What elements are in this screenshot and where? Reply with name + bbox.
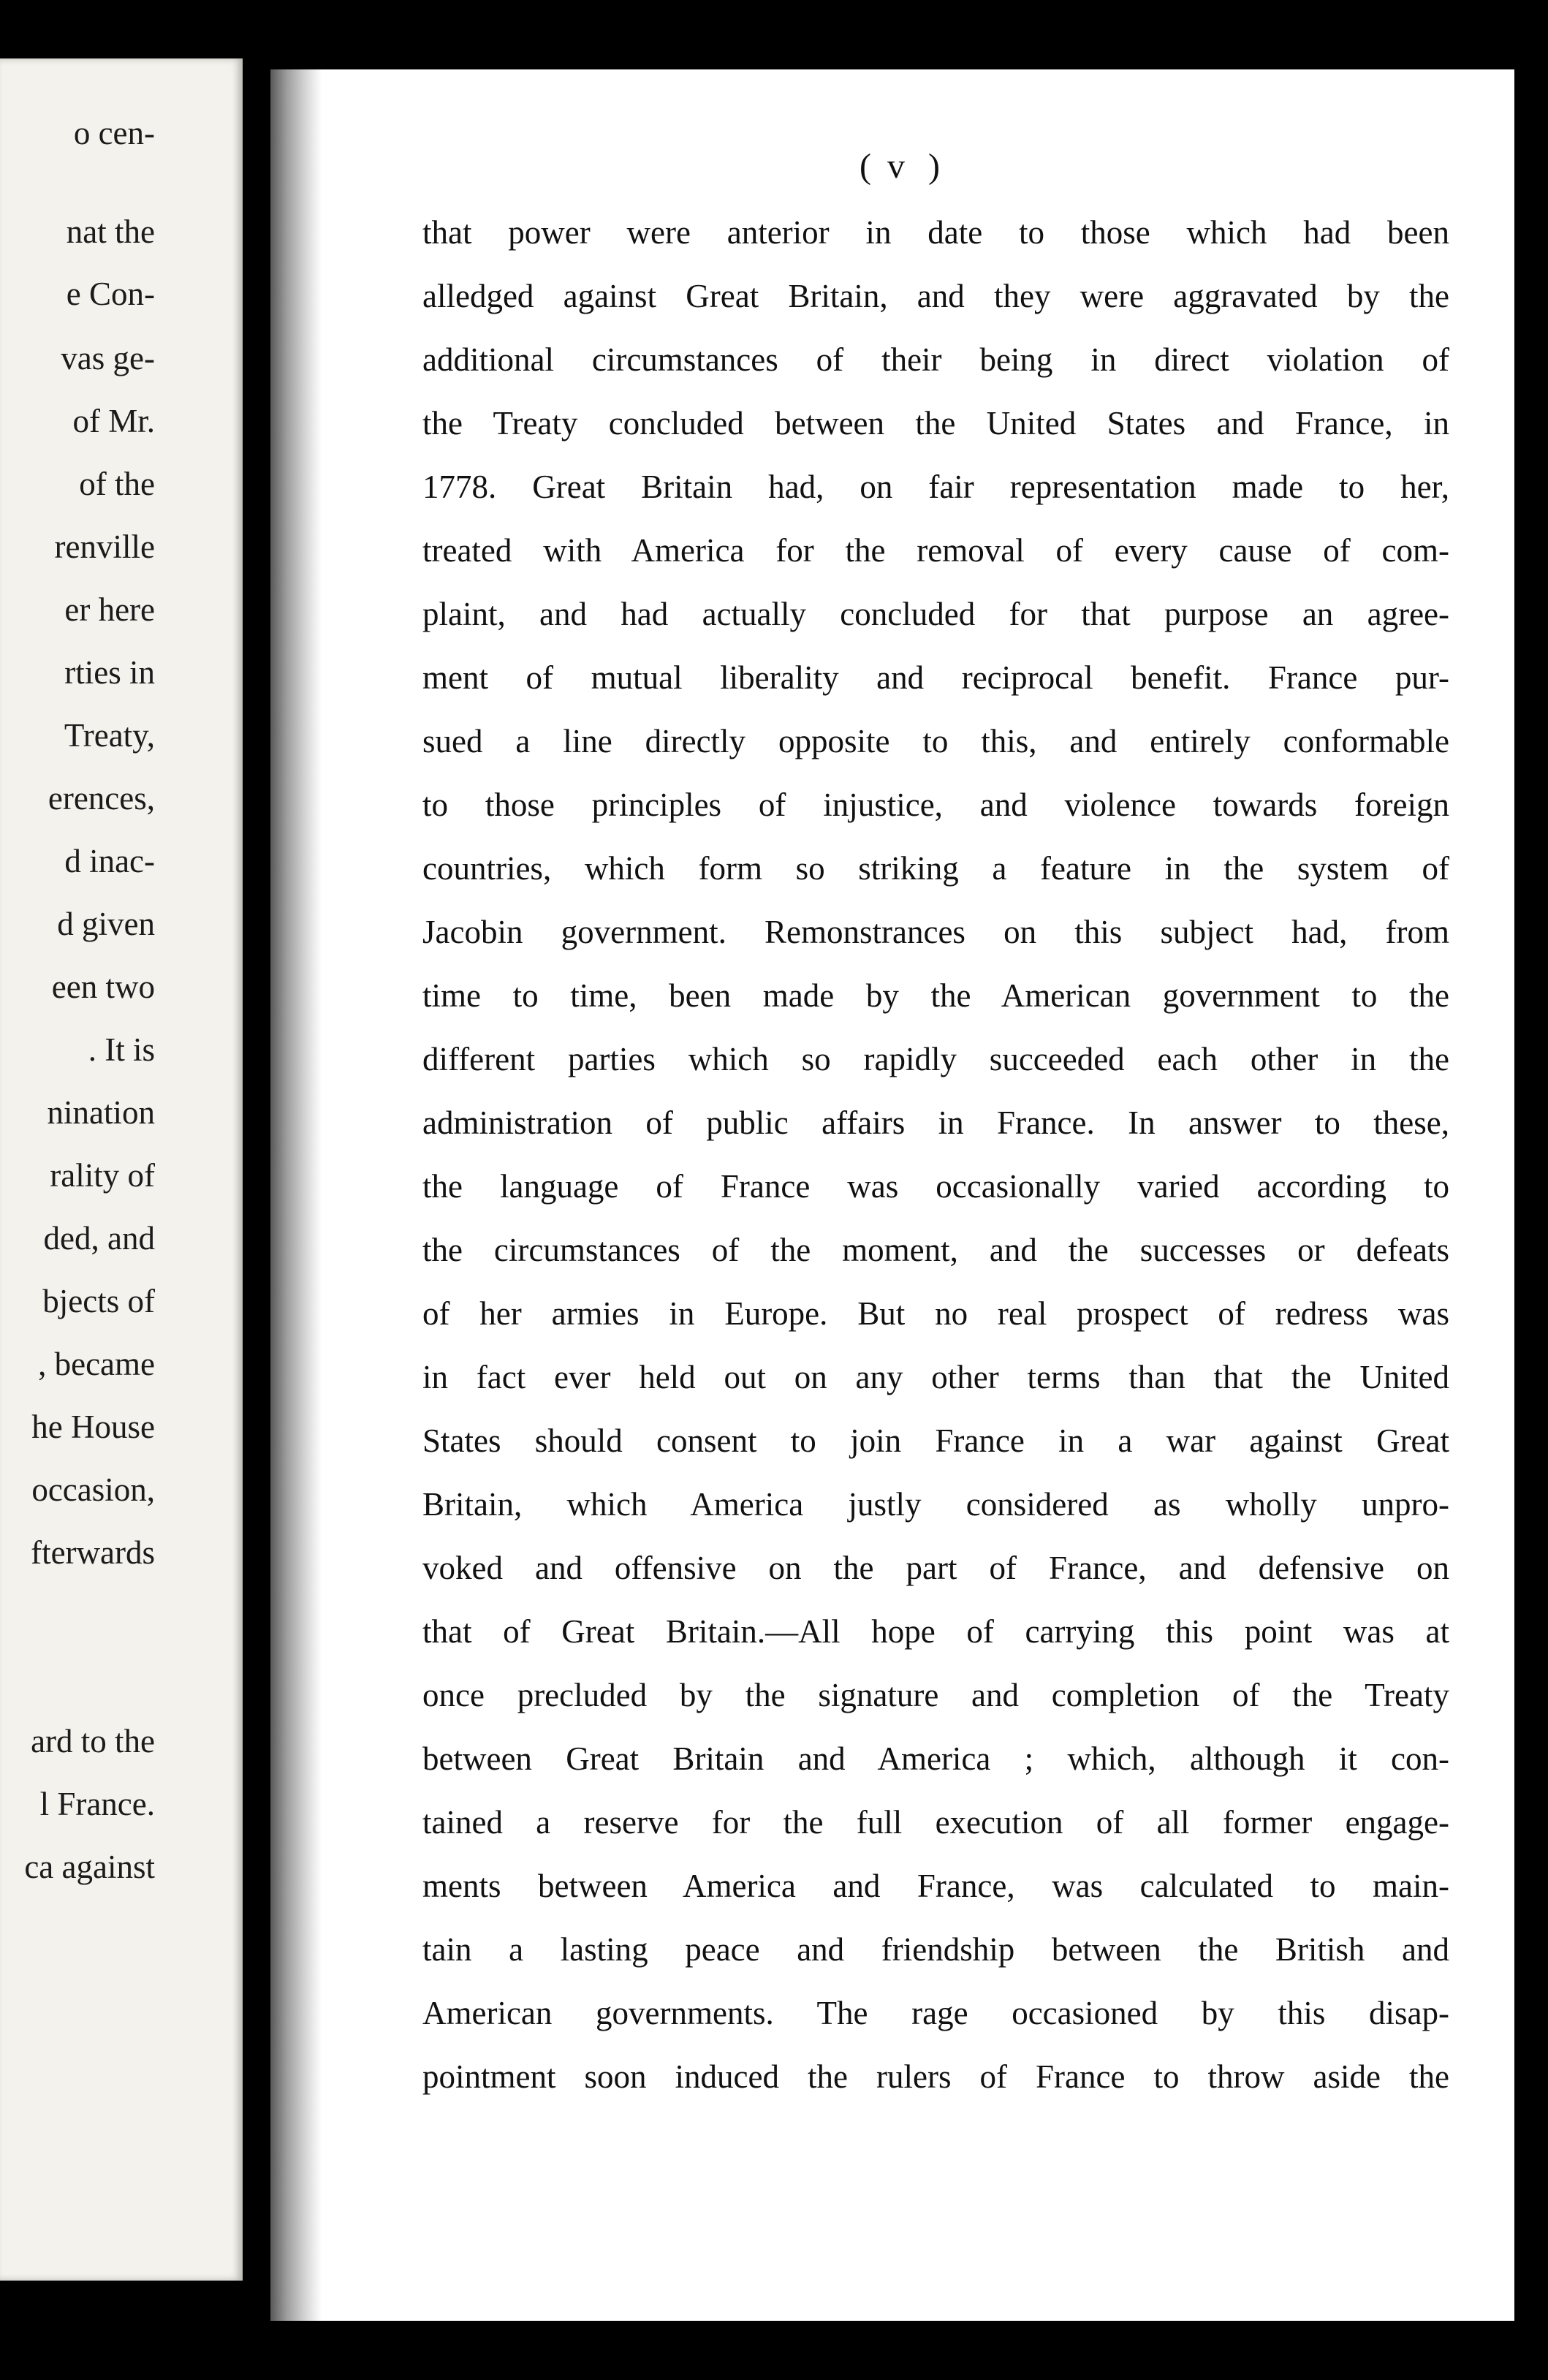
facing-page-left [0,58,243,2281]
text-line: time to time, been made by the American government to the [422,977,1449,1014]
facing-page-line: er here [64,591,155,628]
facing-page-line: . It is [88,1031,155,1068]
text-line: that power were anterior in date to those which had been [422,214,1449,251]
text-line: tained a reserve for the full execution of all former engage- [422,1804,1449,1841]
text-line: in fact ever held out on any other terms than that the United [422,1359,1449,1395]
body-text [422,201,1449,2109]
page-number-open-paren: ( [860,147,871,186]
facing-page-line: d given [57,906,155,942]
page-gutter-shadow [270,69,322,2321]
text-line: once precluded by the signature and completion of the Treaty [422,1677,1449,1713]
text-line: Britain, which America justly considered as wholly unpro- [422,1486,1449,1523]
facing-page-line: bjects of [42,1283,155,1319]
text-line: countries, which form so striking a feature in the system of [422,850,1449,887]
text-line: ments between America and France, was calculated to main- [422,1868,1449,1904]
text-line: American governments. The rage occasioned by this disap- [422,1995,1449,2031]
text-line: sued a line directly opposite to this, and entirely conformable [422,723,1449,759]
text-line: the Treaty concluded between the United States and France, in [422,405,1449,441]
facing-page-line: rties in [64,654,155,691]
text-line: of her armies in Europe. But no real prospect of redress was [422,1295,1449,1332]
text-line: 1778. Great Britain had, on fair representation made to her, [422,469,1449,505]
facing-page-line: he House [31,1409,155,1445]
text-line: that of Great Britain.—All hope of carrying this point was at [422,1613,1449,1650]
text-line: pointment soon induced the rulers of France to throw aside the [422,2058,1449,2095]
text-line: ment of mutual liberality and reciprocal benefit. France pur- [422,659,1449,696]
book-page [270,69,1514,2321]
page-number-numeral: v [887,147,912,186]
facing-page-line: vas ge- [61,340,155,376]
facing-page-line: Treaty, [64,717,155,754]
text-line: administration of public affairs in France. In answer to these, [422,1104,1449,1141]
facing-page-line: nination [47,1094,155,1131]
facing-page-line: occasion, [31,1471,155,1508]
facing-page-line: renville [54,528,155,565]
facing-page-line: fterwards [31,1534,155,1571]
text-line: to those principles of injustice, and violence towards foreign [422,787,1449,823]
facing-page-line: o cen- [73,115,155,151]
facing-page-line: nat the [66,213,155,250]
facing-page-line: ded, and [43,1220,155,1257]
facing-page-line: d inac- [64,843,155,879]
facing-page-line: of Mr. [72,403,155,439]
text-line: tain a lasting peace and friendship between the British and [422,1931,1449,1968]
facing-page-line: ca against [24,1849,155,1885]
facing-page-line: een two [51,969,155,1005]
text-line: treated with America for the removal of every cause of com- [422,532,1449,569]
facing-page-line: rality of [50,1157,155,1194]
text-line: between Great Britain and America ; which, although it con- [422,1740,1449,1777]
text-line: the circumstances of the moment, and the successes or defeats [422,1232,1449,1268]
page-number [270,146,1514,186]
text-line: alledged against Great Britain, and they were aggravated by the [422,278,1449,314]
facing-page-line: ard to the [31,1723,155,1759]
text-line: plaint, and had actually concluded for that purpose an agree- [422,596,1449,632]
facing-page-line: , became [38,1346,155,1382]
text-line: voked and offensive on the part of France, and defensive on [422,1550,1449,1586]
text-line: additional circumstances of their being in direct violation of [422,341,1449,378]
text-line: States should consent to join France in a war against Great [422,1422,1449,1459]
text-line: Jacobin government. Remonstrances on this subject had, from [422,914,1449,950]
text-line: different parties which so rapidly succeeded each other in the [422,1041,1449,1077]
facing-page-line: l France. [39,1786,155,1822]
facing-page-line: of the [79,466,155,502]
text-line: the language of France was occasionally varied according to [422,1168,1449,1205]
facing-page-line: erences, [48,780,155,816]
facing-page-line: e Con- [66,276,155,312]
page-number-close-paren: ) [928,147,940,186]
